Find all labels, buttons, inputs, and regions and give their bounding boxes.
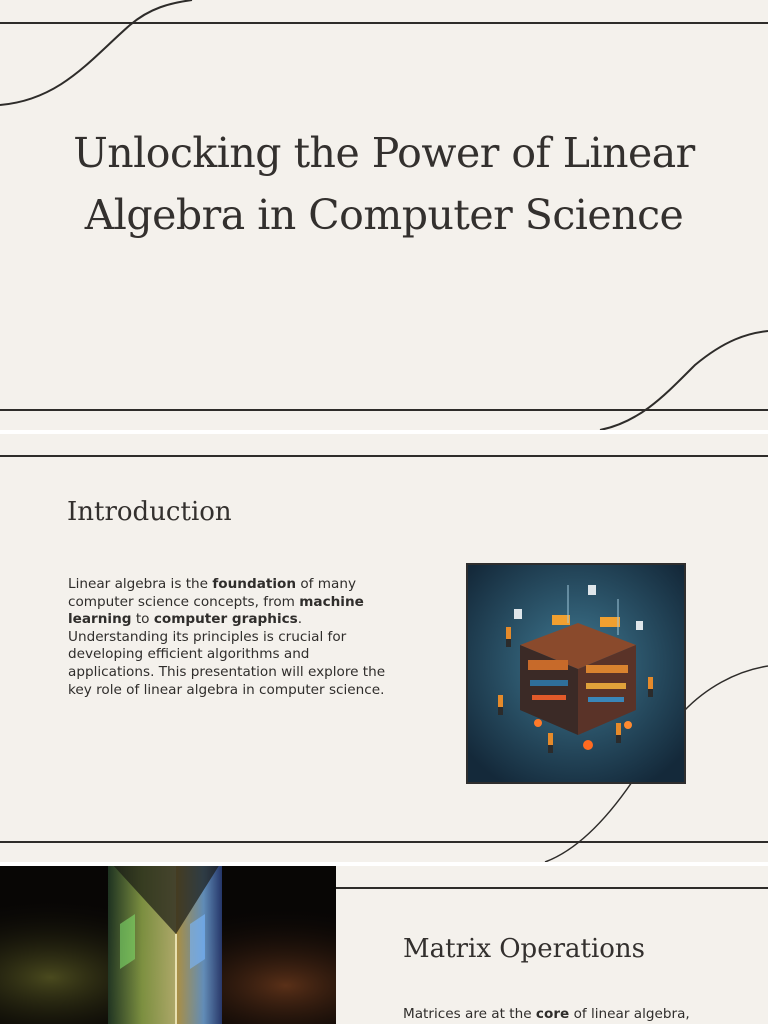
matrix-paragraph	[403, 1006, 733, 1024]
emphasis-core: core	[535, 1006, 570, 1022]
title-line-2: Algebra in Computer Science	[84, 191, 684, 239]
paragraph-text: of many computer science concepts, from	[68, 576, 357, 610]
matrix-operations-slide	[0, 866, 768, 1024]
emphasis-computer-graphics: computer graphics	[153, 611, 298, 628]
section-heading: Matrix Operations	[403, 934, 646, 964]
paragraph-text: Matrices are at the	[403, 1006, 536, 1022]
paragraph-text: to	[131, 611, 154, 628]
computer-hardware-illustration-icon	[468, 565, 684, 782]
paragraph-text: of linear algebra,	[569, 1006, 690, 1022]
glass-prism-image	[0, 866, 336, 1024]
paragraph-text: Linear algebra is the	[68, 576, 213, 592]
section-heading: Introduction	[67, 497, 232, 527]
intro-paragraph	[68, 576, 398, 699]
computer-hardware-image	[466, 563, 686, 784]
presentation-title	[40, 122, 728, 246]
emphasis-foundation: foundation	[212, 576, 297, 592]
emphasis-machine-learning: machine learning	[68, 593, 364, 628]
introduction-slide	[0, 434, 768, 862]
paragraph-text: . Understanding its principles is crucial for developing efficient algorithms and applications. This presentation will explore the key role of linear algebra in computer science.	[68, 611, 386, 698]
glass-prism-photo-icon	[0, 866, 336, 1024]
title-slide	[0, 0, 768, 430]
title-line-1: Unlocking the Power of Linear	[73, 129, 695, 177]
